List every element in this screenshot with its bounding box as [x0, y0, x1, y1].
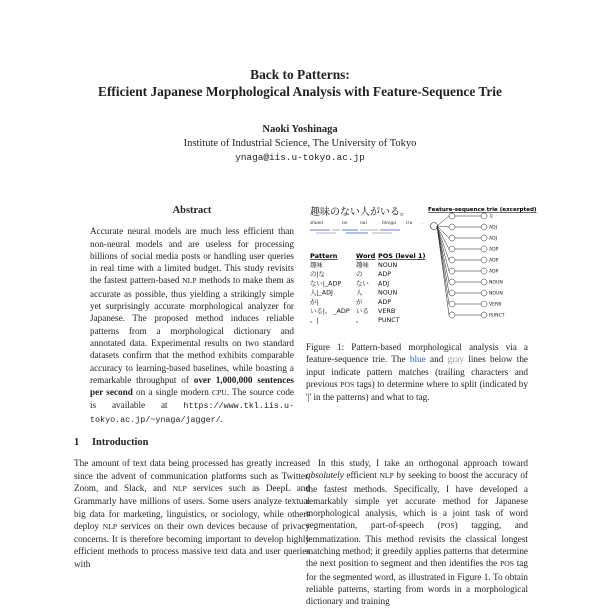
pos-cell: ADJ — [378, 279, 390, 288]
romaji-token: hitoga — [382, 220, 397, 226]
source-code-link[interactable]: https://www.tkl.iis.u-tokyo.ac.jp/~ynaga/jagger/ — [90, 401, 294, 425]
pattern-cell: いる|。 _ADP — [310, 307, 350, 315]
trie-node-label: PUNCT — [489, 313, 505, 319]
abstract-throughput: over 1,000,000 sentences per second — [90, 374, 294, 398]
trie-node — [481, 279, 487, 285]
trie-node — [481, 268, 487, 274]
trie-node — [449, 301, 455, 307]
trie-node — [481, 213, 487, 219]
trie-node — [481, 257, 487, 263]
word-cell: ない — [356, 279, 369, 288]
trie-edge — [437, 226, 449, 282]
word-cell: の — [356, 270, 363, 279]
trie-edge — [437, 226, 449, 227]
trie-edge — [437, 216, 449, 226]
pos-cell: VERB — [378, 307, 396, 315]
trie-title: Feature-sequence trie (excerpted) — [428, 207, 537, 213]
pattern-cell: 。| — [310, 316, 319, 325]
trie-node — [481, 290, 487, 296]
pattern-cell: 趣味 — [310, 261, 323, 269]
trie-node-label: VERB — [489, 302, 502, 308]
trie-node — [449, 213, 455, 219]
trie-node-label: ADP — [489, 258, 499, 264]
trie-node-label: NOUN — [489, 280, 503, 286]
romaji-token: shumi — [310, 220, 324, 226]
romaji-token: nai — [360, 220, 368, 226]
word-cell: 趣味 — [356, 261, 369, 269]
romaji-token: iru — [406, 220, 413, 226]
trie-node-label: ADJ — [489, 236, 498, 242]
introduction-text: The amount of text data being processed has greatly increased since the advent of communication platforms such as Twitter, Zoom, and Slack, and NLP services such as DeepL and Grammarly have millions of users. Some users analyze textual big data for marketing, linguistics, or sociology, while others deploy NLP services on their own devices because of privacy concerns. It is therefore becoming important to develop highly efficient methods to process massive text data and user queries with — [74, 458, 310, 569]
figure-match-lines — [310, 230, 400, 233]
trie-node — [449, 279, 455, 285]
left-column — [74, 205, 310, 570]
pos-cell: ADP — [378, 297, 392, 306]
author-email: ynaga@iis.u-tokyo.ac.jp — [235, 152, 365, 163]
trie-edge — [437, 226, 449, 315]
figure-1 — [306, 202, 537, 334]
figure-header-word: Word — [356, 252, 376, 260]
trie-node — [481, 246, 487, 252]
figure-header-pos: POS (level 1) — [378, 252, 426, 260]
pos-cell: NOUN — [378, 261, 398, 269]
paper-title — [0, 66, 600, 100]
figure-pattern-table — [310, 260, 400, 324]
trie-node-label: ADP — [489, 247, 499, 253]
pattern-cell: の|な — [310, 270, 325, 279]
trie-node — [449, 268, 455, 274]
trie-node — [449, 235, 455, 241]
trie-node — [481, 224, 487, 230]
pos-cell: ADP — [378, 270, 392, 279]
romaji-token: no — [342, 220, 348, 226]
trie-node — [449, 312, 455, 318]
trie-node — [449, 224, 455, 230]
trie-node — [481, 235, 487, 241]
figure-romaji — [310, 220, 423, 226]
trie-node — [481, 312, 487, 318]
trie-node — [449, 257, 455, 263]
title-line-1: Back to Patterns: — [250, 67, 350, 82]
paragraph: In this study, I take an orthogonal approach toward absolutely efficient NLP by seeking to boost the accuracy of the fastest methods. Specifically, I have developed a remarkably simple yet accurate method for Japanese morphological analysis, which is a joint task of word segmentation, part-of-speech (POS) tagging, and lemmatization. This method revisits the classical longest matching method; it greedily applies patterns that determine the next position to segment and then identifies the POS tag for the segmented word, as illustrated in Figure 1. To obtain reliable patterns, starting from words in a morphological dictionary and training — [306, 458, 528, 607]
trie-root-node — [431, 223, 438, 230]
romaji-token: . — [422, 220, 424, 226]
trie-node — [449, 290, 455, 296]
abstract-text: Accurate neural models are much less efficient than non-neural models and are useless for processing billions of social media posts or handling user queries in real time with a limited budget. This study revisits the fastest pattern-based NLP methods to make them as accurate as possible, thus yielding a strikingly simple yet surprisingly accurate morphological analyzer for Japanese. The proposed method induces reliable patterns from a morphological dictionary and annotated data. Experimental results on two standard datasets confirm that the method exhibits comparable accuracy to learning-based baselines, while boasting a remarkable throughput of over 1,000,000 sentences per second on a single modern CPU. The source code is available at https://www.tkl.iis.u-tokyo.ac.jp/~ynaga/jagger/. — [90, 226, 294, 425]
figure-1-caption: Figure 1: Pattern-based morphological analysis via a feature-sequence trie. The blue and gray lines below the input indicate pattern matches (trailing characters and previous POS tags) to determine where to split (indicated by '|' in the patterns) and what to tag. — [306, 342, 529, 403]
abstract-heading: Abstract — [172, 205, 212, 216]
word-cell: 。 — [356, 316, 363, 325]
pos-cell: NOUN — [378, 288, 398, 297]
pattern-cell: ない|_ADP — [310, 279, 342, 288]
author-name: Naoki Yoshinaga — [262, 124, 338, 135]
right-column-text — [306, 457, 528, 608]
figure-input-sentence: 趣味のない人がいる。 — [310, 207, 410, 218]
figure-header-pattern: Pattern — [310, 252, 338, 260]
affiliation: Institute of Industrial Science, The University of Tokyo — [183, 138, 417, 149]
trie-node-label: ADJ — [489, 225, 498, 231]
word-cell: 人 — [356, 288, 363, 297]
trie-node-label: ADP — [489, 269, 499, 275]
pos-cell: PUNCT — [378, 316, 400, 325]
pattern-cell: 人|_ADJ — [310, 288, 333, 297]
trie-node — [449, 246, 455, 252]
trie-node-label: な — [489, 214, 494, 220]
title-line-2: Efficient Japanese Morphological Analysis with Feature-Sequence Trie — [98, 84, 502, 99]
pattern-cell: が| — [310, 297, 319, 306]
section-heading-introduction: 1 Introduction — [74, 437, 149, 449]
trie-node — [481, 301, 487, 307]
feature-sequence-trie — [431, 213, 505, 319]
trie-node-label: NOUN — [489, 291, 503, 297]
word-cell: いる — [356, 307, 369, 315]
author-block — [0, 123, 600, 165]
word-cell: が — [356, 297, 363, 306]
